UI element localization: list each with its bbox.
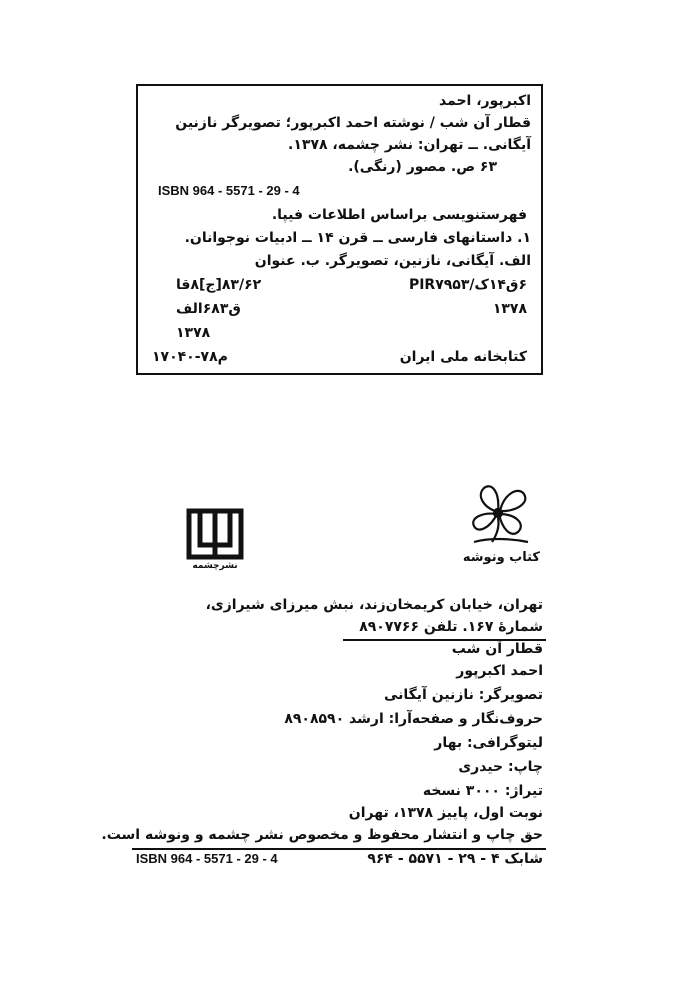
book-circulation: تیراژ: ۳۰۰۰ نسخه	[422, 783, 543, 799]
book-rights: حق چاپ و انتشار محفوظ و مخصوص نشر چشمه و ونوشه است.	[101, 827, 543, 843]
book-illustrator: تصویرگر: نازنین آیگانی	[383, 687, 543, 703]
imprint-logo-text: نشرچشمه	[192, 561, 238, 571]
publisher-logo	[462, 478, 540, 568]
catalog-dewey-class: ۸۳/۶۲[ج]۸قا	[176, 277, 262, 293]
book-author: احمد اکبرپور	[456, 663, 543, 679]
catalog-dewey-year: ۱۳۷۸	[176, 325, 211, 341]
book-printing: چاپ: حیدری	[458, 759, 543, 775]
publisher-address-line-2: شمارهٔ ۱۶۷. تلفن ۸۹۰۷۷۶۶	[359, 619, 543, 635]
catalog-record-number: م۷۸-۱۷۰۴۰	[152, 349, 228, 365]
catalog-title-line: قطار آن شب / نوشته احمد اکبرپور؛ تصویرگر نازنین	[175, 115, 531, 131]
book-title: قطار آن شب	[451, 641, 543, 657]
catalog-lc-year: ۱۳۷۸	[492, 301, 527, 317]
catalog-pages-line: ۶۳ ص. مصور (رنگی).	[348, 159, 497, 175]
catalog-library: کتابخانه ملی ایران	[399, 349, 527, 365]
catalog-author: اکبرپور، احمد	[438, 93, 531, 109]
catalog-imprint-line: آیگانی. ــ تهران: نشر چشمه، ۱۳۷۸.	[288, 137, 531, 153]
publisher-address-line-1: تهران، خیابان کریمخان‌زند، نبش میرزای شیرازی،	[205, 597, 543, 613]
catalog-subject: ۱. داستانهای فارسی ــ قرن ۱۴ ــ ادبیات نوجوانان.	[184, 230, 531, 246]
imprint-logo	[186, 508, 244, 574]
catalog-lc-class: ۶ق۱۴ک/PIR۷۹۵۳	[408, 277, 527, 293]
catalog-note: فهرستنویسی براساس اطلاعات فیپا.	[271, 207, 527, 223]
catalog-entries: الف. آیگانی، نازنین، تصویرگر. ب. عنوان	[254, 253, 531, 269]
book-lithography: لیتوگرافی: بهار	[434, 735, 543, 751]
publisher-logo-text: کتاب ونوشه	[462, 550, 540, 565]
flower-icon	[462, 478, 540, 548]
catalog-isbn: ISBN 964 - 5571 - 29 - 4	[158, 183, 300, 198]
book-isbn-persian: شابک ۴ - ۲۹ - ۵۵۷۱ - ۹۶۴	[367, 851, 543, 867]
book-icon	[186, 508, 244, 560]
book-typesetting: حروف‌نگار و صفحه‌آرا: ارشد ۸۹۰۸۵۹۰	[284, 711, 543, 727]
catalog-dewey-cutter: ق۶۸۳الف	[176, 301, 241, 317]
book-edition: نوبت اول، پاییز ۱۳۷۸، تهران	[348, 805, 543, 821]
book-isbn-latin: ISBN 964 - 5571 - 29 - 4	[136, 851, 278, 866]
catalog-card	[136, 84, 543, 375]
